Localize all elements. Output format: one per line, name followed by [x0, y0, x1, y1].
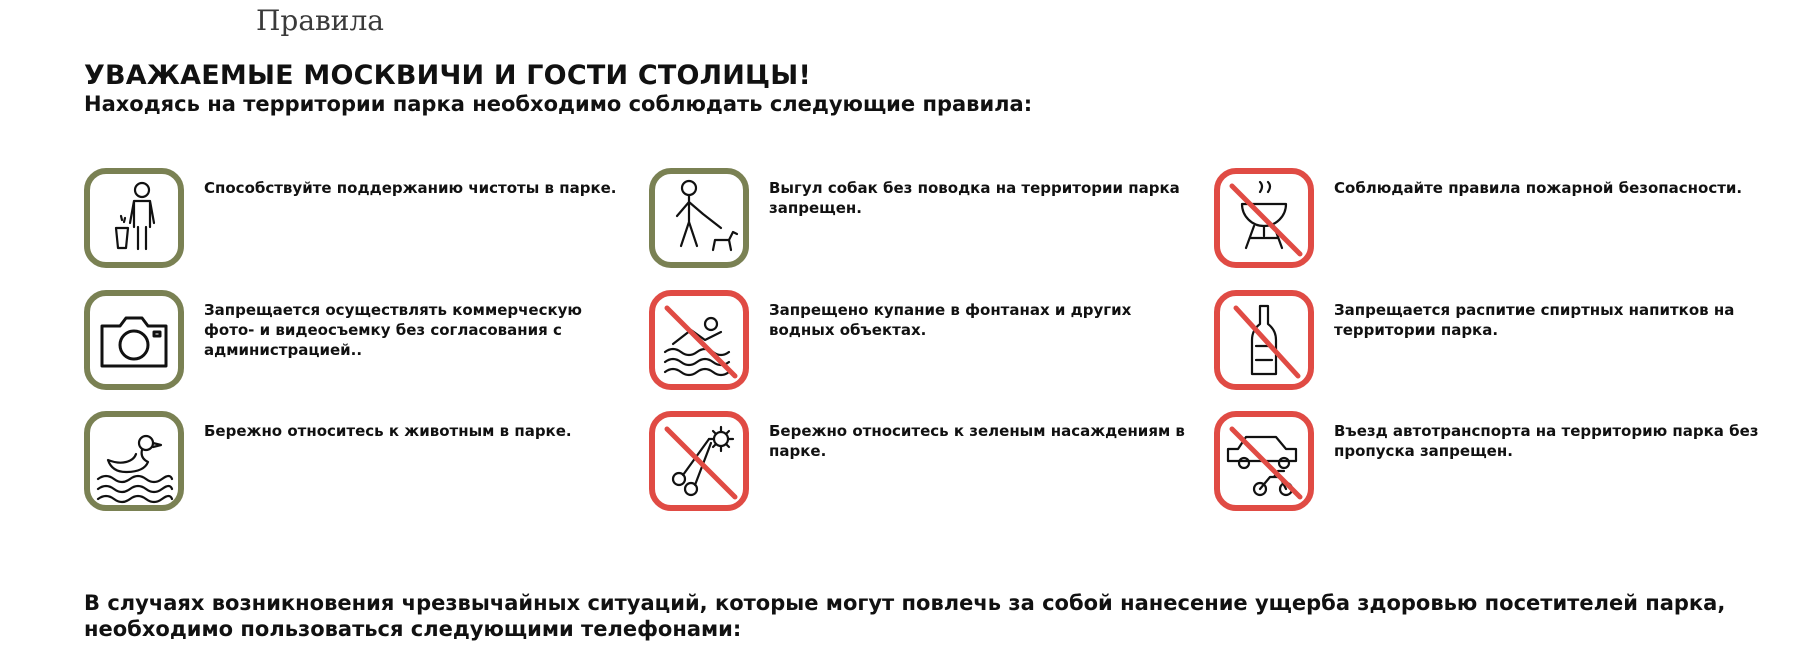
rule-item	[649, 411, 1209, 513]
no-cutting-plants-icon	[649, 411, 749, 511]
rule-text: Выгул собак без поводка на территории парка запрещен.	[769, 179, 1180, 217]
person-walking-dog-icon	[649, 168, 749, 268]
rule-text: Запрещено купание в фонтанах и других водных объектах.	[769, 301, 1132, 339]
camera-icon	[84, 290, 184, 390]
person-trash-icon	[84, 168, 184, 268]
rule-item	[1214, 168, 1774, 270]
rule-item	[1214, 290, 1774, 392]
rules-heading: УВАЖАЕМЫЕ МОСКВИЧИ И ГОСТИ СТОЛИЦЫ!	[84, 60, 811, 91]
emergency-notice: В случаях возникновения чрезвычайных ситуаций, которые могут повлечь за собой нанесение ущерба здоровью посетителей парка, необходимо пользоваться следующими телефонами:	[84, 591, 1726, 641]
rule-item	[649, 168, 1209, 270]
rule-text: Бережно относитесь к животным в парке.	[204, 422, 572, 440]
rules-subheading: Находясь на территории парка необходимо соблюдать следующие правила:	[84, 92, 1033, 116]
no-alcohol-icon	[1214, 290, 1314, 390]
no-swimming-icon	[649, 290, 749, 390]
duck-icon	[84, 411, 184, 511]
page-title: Правила	[256, 4, 384, 37]
rule-item	[1214, 411, 1774, 513]
rule-item	[84, 411, 644, 513]
no-vehicles-icon	[1214, 411, 1314, 511]
rule-text: Способствуйте поддержанию чистоты в парке.	[204, 179, 617, 197]
rules-grid	[84, 168, 1784, 513]
rule-text: Соблюдайте правила пожарной безопасности.	[1334, 179, 1743, 197]
rule-text: Запрещается распитие спиртных напитков на территории парка.	[1334, 301, 1735, 339]
rule-text: Запрещается осуществлять коммерческую фото- и видеосъемку без согласования с администрацией..	[204, 301, 583, 359]
rule-text: Въезд автотранспорта на территорию парка без пропуска запрещен.	[1334, 422, 1759, 460]
rule-item	[84, 290, 644, 392]
no-grill-fire-icon	[1214, 168, 1314, 268]
rule-item	[84, 168, 644, 270]
rule-item	[649, 290, 1209, 392]
rule-text: Бережно относитесь к зеленым насаждениям в парке.	[769, 422, 1185, 460]
